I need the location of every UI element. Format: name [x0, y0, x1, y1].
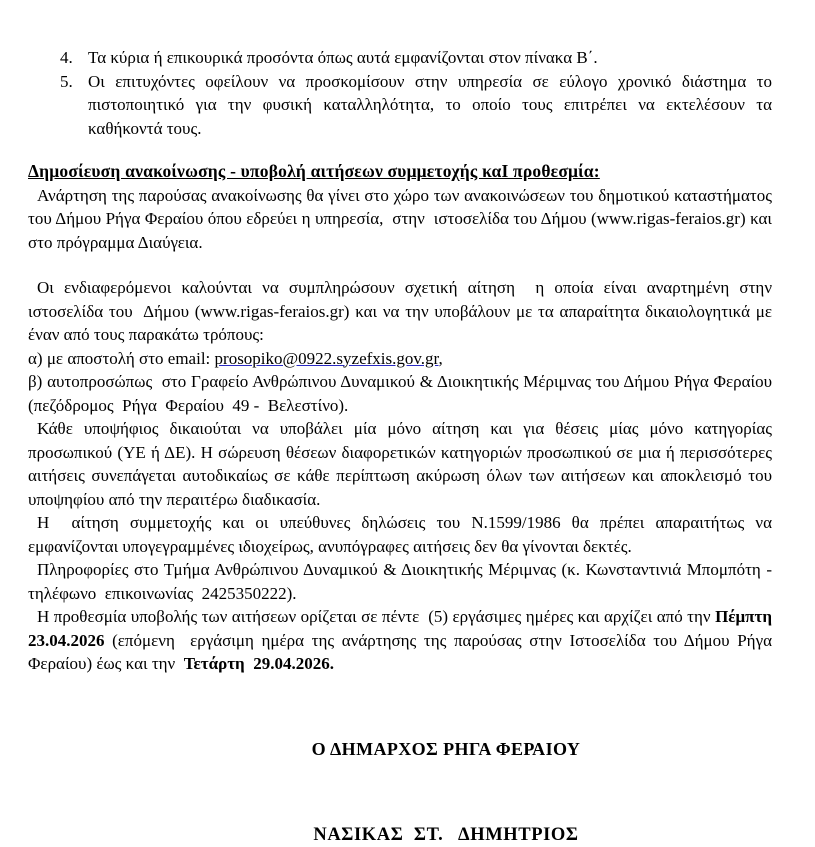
deadline-middle: (επόμενη εργάσιμη ημέρα της ανάρτησης της παρούσας στην Ιστοσελίδα του Δήμου Ρήγα Φεραίου) έως και την	[28, 630, 777, 673]
line-option-b: β) αυτοπροσώπως στο Γραφείο Ανθρώπινου Δυναμικού & Διοικητικής Μέριμνας του Δήμου Ρήγα Φεραίου (πεζόδρομος Ρήγα Φεραίου 49 - Βελεστίνο).	[28, 372, 781, 415]
paragraph-applications: Οι ενδιαφερόμενοι καλούνται να συμπληρώσουν σχετική αίτηση η οποία είναι αναρτημένη στην ιστοσελίδα του Δήμου (www.rigas-feraios.gr) και να την υποβάλουν με τα απαραίτητα δικαιολογητικά με έναν από τους παρακάτω τρόπους:	[28, 278, 777, 344]
deadline-end-date: Τετάρτη 29.04.2026.	[183, 654, 334, 673]
list-item-text: Οι επιτυχόντες οφείλουν να προσκομίσουν στην υπηρεσία σε εύλογο χρονικό διάστημα το πιστοποιητικό για την φυσική καταλληλότητα, το οποίο τους επιτρέπει να εκτελέσουν τα καθήκοντά τους.	[88, 71, 777, 138]
list-item	[28, 46, 772, 70]
list-item-text: Τα κύρια ή επικουρικά προσόντα όπως αυτά εμφανίζονται στον πίνακα Β΄.	[88, 48, 598, 67]
option-a-prefix: α) με αποστολή στο email:	[28, 348, 215, 368]
deadline-prefix: Η προθεσμία υποβολής των αιτήσεων ορίζεται σε πέντε (5) εργάσιμες ημέρες και αρχίζει από την	[37, 607, 716, 626]
paragraph-signatures-required: Η αίτηση συμμετοχής και οι υπεύθυνες δηλώσεις του Ν.1599/1986 θα πρέπει απαραιτήτως να εμφανίζονται υπογεγραμμένες ιδιοχείρως, ανυπόγραφες αιτήσεις δεν θα γίνονται δεκτές.	[28, 513, 777, 556]
section-heading: Δημοσίευση ανακοίνωσης - υποβολή αιτήσεων συμμετοχής καI προθεσμία:	[28, 161, 600, 181]
line-option-a	[28, 347, 772, 371]
list-item-number: 4.	[60, 48, 73, 67]
paragraph-deadline	[28, 605, 785, 676]
deadline-start-date: Πέμπτη 23.04.2026	[28, 607, 785, 650]
signature-block	[28, 738, 772, 847]
mayor-title: Ο ΔΗΜΑΡΧΟΣ ΡΗΓΑ ΦΕΡΑΙΟΥ	[311, 738, 581, 759]
numbered-list	[28, 46, 777, 140]
paragraph-publication: Ανάρτηση της παρούσας ανακοίνωσης θα γίνει στο χώρο των ανακοινώσεων του δημοτικού καταστήματος του Δήμου Ρήγα Φεραίου όπου εδρεύει η υπηρεσία, στην ιστοσελίδα του Δήμου (www.rigas-feraios.gr) και στο πρόγραμμα Διαύγεια.	[28, 185, 777, 252]
list-item-number: 5.	[60, 71, 73, 91]
paragraph-contact-info: Πληροφορίες στο Τμήμα Ανθρώπινου Δυναμικού & Διοικητικής Μέριμνας (κ. Κωνσταντινιά Μπομπότη - τηλέφωνο επικοινωνίας 2425350222).	[28, 560, 777, 603]
paragraph-single-application: Κάθε υποψήφιος δικαιούται να υποβάλει μία μόνο αίτηση και για θέσεις μίας μόνο κατηγορίας προσωπικού (ΥΕ ή ΔΕ). Η σώρευση θέσεων διαφορετικών κατηγοριών προσωπικού σε μια ή περισσότερες αιτήσεις συνεπάγεται αυτοδικαίως σε κάθε περίπτωση ακύρωση όλων των αιτήσεων και αποκλεισμό του υποψηφίου από την περαιτέρω διαδικασία.	[28, 419, 777, 509]
email-link[interactable]: prosopiko@0922.syzefxis.gov.gr	[214, 348, 439, 368]
option-a-suffix: ,	[438, 348, 443, 368]
list-item	[28, 70, 777, 141]
mayor-name: ΝΑΣΙΚΑΣ ΣΤ. ΔΗΜΗΤΡΙΟΣ	[313, 825, 579, 845]
